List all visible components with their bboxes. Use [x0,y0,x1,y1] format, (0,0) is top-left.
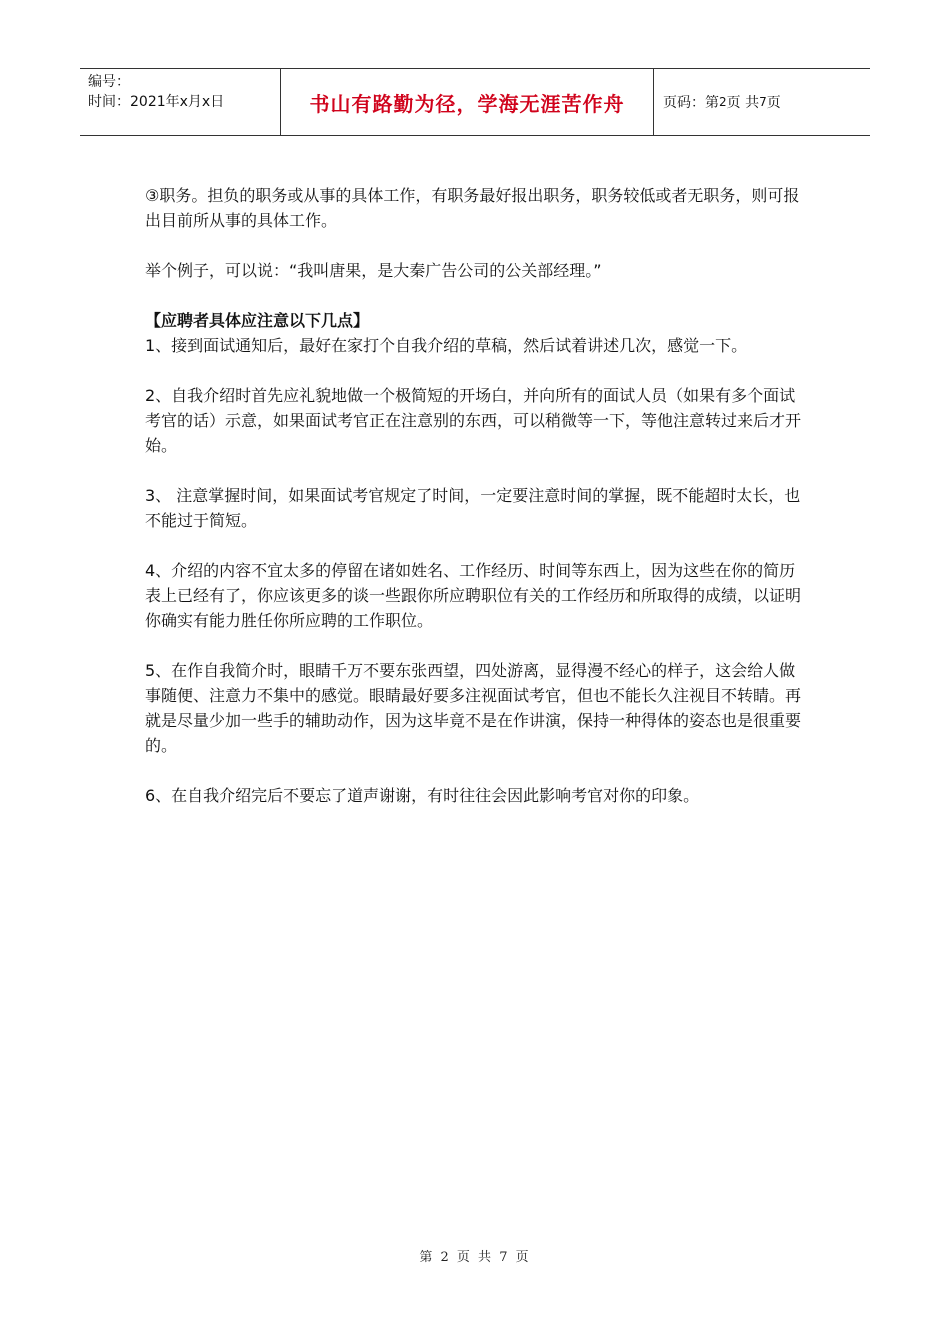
page-footer: 第 2 页 共 7 页 [419,1250,531,1265]
page-label-suffix: 页 [766,95,781,111]
list-item: 2、自我介绍时首先应礼貌地做一个极简短的开场白，并向所有的面试人员（如果有多个面试考官的话）示意，如果面试考官正在注意别的东西，可以稍微等一下，等他注意转过来后才开始。 [145,386,802,455]
header-motto-cell [281,69,654,135]
header-meta-cell [80,69,281,135]
list-item: 5、在作自我简介时，眼睛千万不要东张西望，四处游离，显得漫不经心的样子，这会给人做事随便、注意力不集中的感觉。眼睛最好要多注视面试考官，但也不能长久注视目不转睛。再就是尽量少加一些手的辅助动作，因为这毕竟不是在作讲演，保持一种得体的姿态也是很重要的。 [145,661,802,755]
list-item: 1、接到面试通知后，最好在家打个自我介绍的草稿，然后试着讲述几次，感觉一下。 [145,336,748,355]
document-body [145,183,810,808]
page-current-number: 2 [719,95,727,109]
page-total-number: 7 [759,95,767,109]
section-heading: 【应聘者具体应注意以下几点】 [145,311,370,330]
header-motto: 书山有路勤为径，学海无涯苦作舟 [309,91,625,116]
document-header [80,68,870,136]
page-label-prefix: 页码：第 [663,95,719,111]
list-item: 3、 注意掌握时间，如果面试考官规定了时间，一定要注意时间的掌握，既不能超时太长，也不能过于简短。 [145,486,801,530]
document-number-label: 编号： [88,74,130,90]
document-time-label: 时间：2021年x月x日 [88,94,225,110]
paragraph-example: 举个例子，可以说：“我叫唐果，是大秦广告公司的公关部经理。” [145,261,602,280]
paragraph-duty: ③职务。担负的职务或从事的具体工作，有职务最好报出职务，职务较低或者无职务，则可报出目前所从事的具体工作。 [145,186,800,230]
page-label-middle: 页 共 [726,95,760,111]
list-item: 6、在自我介绍完后不要忘了道声谢谢，有时往往会因此影响考官对你的印象。 [145,786,700,805]
list-item: 4、介绍的内容不宜太多的停留在诸如姓名、工作经历、时间等东西上，因为这些在你的简历表上已经有了，你应该更多的谈一些跟你所应聘职位有关的工作经历和所取得的成绩，以证明你确实有能力胜任你所应聘的工作职位。 [145,561,802,630]
header-page-cell [654,69,870,135]
